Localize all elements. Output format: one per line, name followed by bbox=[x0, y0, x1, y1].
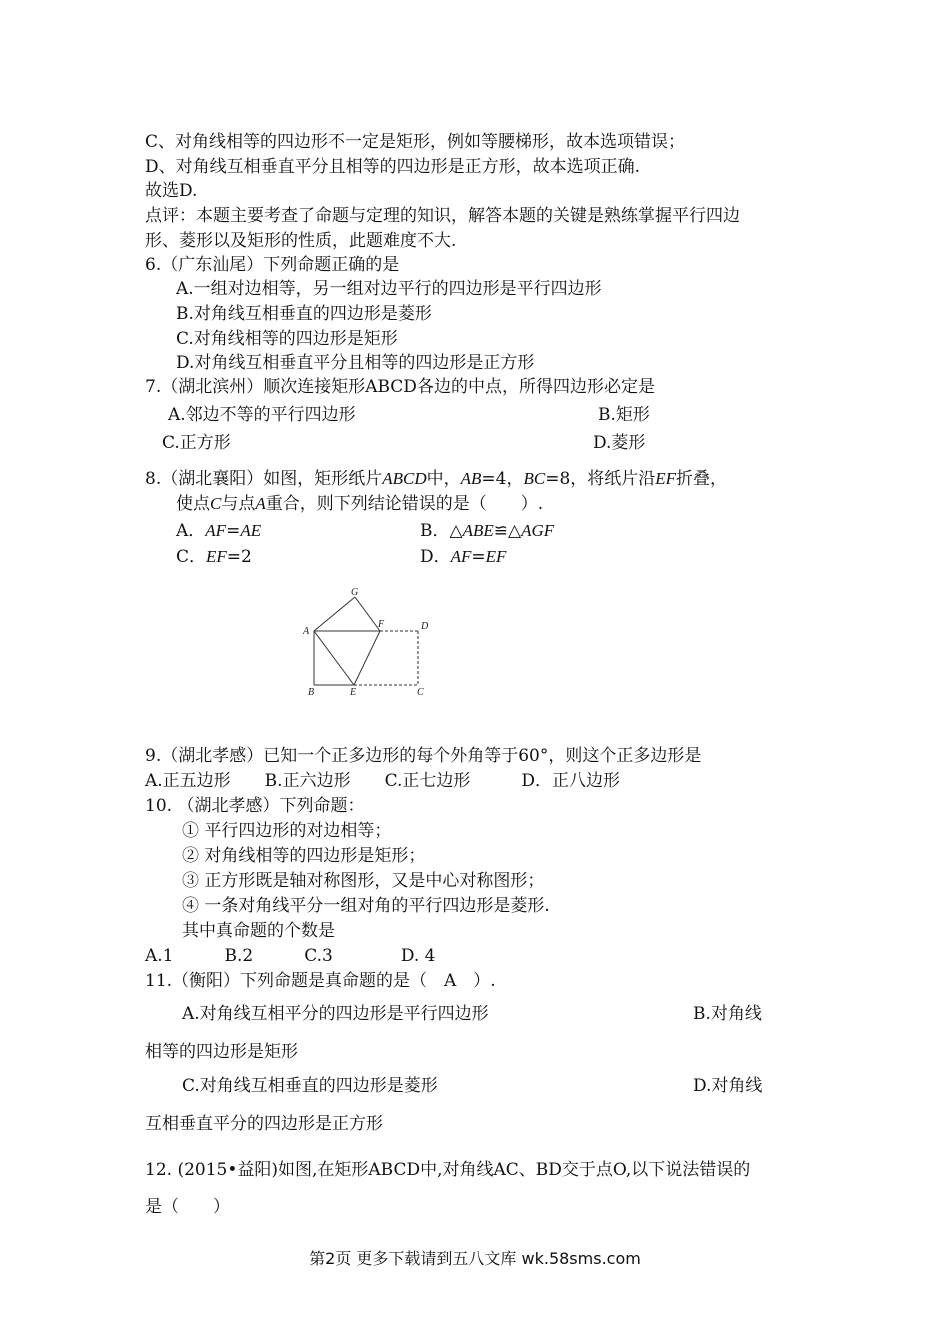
q8-option-a: A．AF=AE bbox=[176, 521, 262, 541]
q11-option-a: A.对角线互相平分的四边形是平行四边形 bbox=[182, 1004, 489, 1024]
q11-option-c: C.对角线互相垂直的四边形是菱形 bbox=[182, 1076, 438, 1096]
q10-statement-1: ① 平行四边形的对边相等； bbox=[182, 821, 392, 841]
question-7: 7.（湖北滨州）顺次连接矩形ABCD各边的中点，所得四边形必定是 bbox=[145, 377, 655, 397]
q11-option-d: D.对角线 bbox=[693, 1076, 763, 1096]
fold-line-ef bbox=[354, 631, 380, 685]
label-e: E bbox=[350, 687, 357, 698]
question-8-line-2: 使点C与点A重合，则下列结论错误的是（ ）. bbox=[176, 494, 544, 514]
q7-option-b: B.矩形 bbox=[598, 405, 650, 425]
q8-option-c: C．EF=2 bbox=[176, 547, 252, 567]
label-c: C bbox=[417, 687, 424, 698]
q10-statement-4: ④ 一条对角线平分一组对角的平行四边形是菱形. bbox=[182, 896, 550, 916]
solution-line-c: C、对角线相等的四边形不一定是矩形，例如等腰梯形，故本选项错误； bbox=[145, 132, 686, 152]
segment-gf bbox=[355, 597, 380, 631]
question-10: 10. （湖北孝感）下列命题： bbox=[145, 796, 365, 816]
q10-statement-2: ② 对角线相等的四边形是矩形； bbox=[182, 846, 426, 866]
q10-statement-3: ③ 正方形既是轴对称图形，又是中心对称图形； bbox=[182, 871, 545, 891]
label-g: G bbox=[351, 587, 359, 598]
q8-option-d: D．AF=EF bbox=[420, 547, 507, 567]
q10-prompt: 其中真命题的个数是 bbox=[182, 921, 335, 941]
comment-line-2: 形、菱形以及矩形的性质，此题难度不大. bbox=[145, 231, 457, 251]
question-9: 9.（湖北孝感）已知一个正多边形的每个外角等于60°，则这个正多边形是 bbox=[145, 746, 702, 766]
q7-option-d: D.菱形 bbox=[593, 433, 646, 453]
segment-ae bbox=[314, 631, 354, 685]
q9-options: A.正五边形 B.正六边形 C.正七边形 D．正八边形 bbox=[145, 771, 621, 791]
label-d: D bbox=[421, 621, 429, 632]
q10-options: A.1 B.2 C.3 D. 4 bbox=[145, 946, 436, 966]
q8-option-b: B．△ABE≌△AGF bbox=[420, 521, 555, 541]
question-6: 6.（广东汕尾）下列命题正确的是 bbox=[145, 255, 400, 275]
solution-answer: 故选D. bbox=[145, 181, 198, 201]
segment-ag bbox=[314, 597, 355, 631]
question-12: 12. (2015•益阳)如图,在矩形ABCD中,对角线AC、BD交于点O,以下说法错误的 bbox=[145, 1160, 751, 1180]
q7-option-a: A.邻边不等的平行四边形 bbox=[168, 405, 356, 425]
q6-option-d: D.对角线互相垂直平分且相等的四边形是正方形 bbox=[176, 353, 535, 373]
question-11: 11.（衡阳）下列命题是真命题的是（ A ）. bbox=[145, 971, 496, 991]
page-footer: 第2页 更多下载请到五八文库 wk.58sms.com bbox=[309, 1249, 641, 1268]
q11-option-b: B.对角线 bbox=[693, 1004, 762, 1024]
q6-option-a: A.一组对边相等，另一组对边平行的四边形是平行四边形 bbox=[176, 279, 602, 299]
label-b: B bbox=[308, 687, 315, 698]
q11-option-d-cont: 互相垂直平分的四边形是正方形 bbox=[145, 1114, 383, 1134]
q11-option-b-cont: 相等的四边形是矩形 bbox=[145, 1042, 298, 1062]
question-12-cont: 是（ ） bbox=[145, 1197, 230, 1217]
label-f: F bbox=[378, 619, 385, 630]
comment-line-1: 点评：本题主要考查了命题与定理的知识，解答本题的关键是熟练掌握平行四边 bbox=[145, 206, 740, 226]
solution-line-d: D、对角线互相垂直平分且相等的四边形是正方形，故本选项正确. bbox=[145, 157, 641, 177]
q6-option-b: B.对角线互相垂直的四边形是菱形 bbox=[176, 304, 432, 324]
rectangle-fold-figure bbox=[296, 585, 446, 700]
q6-option-c: C.对角线相等的四边形是矩形 bbox=[176, 329, 398, 349]
label-a: A bbox=[303, 626, 310, 637]
question-8-line-1: 8.（湖北襄阳）如图，矩形纸片ABCD中，AB=4，BC=8，将纸片沿EF折叠， bbox=[145, 469, 728, 489]
q7-option-c: C.正方形 bbox=[162, 433, 231, 453]
